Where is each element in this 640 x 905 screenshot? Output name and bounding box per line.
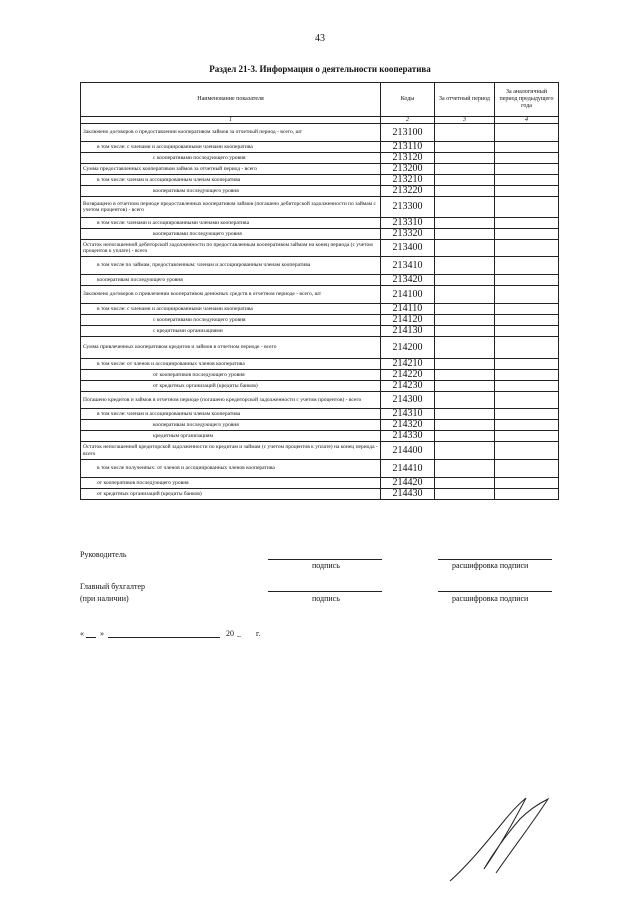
previous-period-cell[interactable] (495, 489, 559, 500)
table-row (81, 286, 559, 304)
previous-period-cell[interactable] (495, 442, 559, 460)
row-code: 214200 (381, 337, 435, 359)
current-period-cell[interactable] (435, 186, 495, 197)
previous-period-cell[interactable] (495, 197, 559, 218)
current-period-cell[interactable] (435, 240, 495, 257)
row-name: в том числе: с членами и ассоциированными членами кооператива (81, 142, 381, 153)
table-row (81, 124, 559, 142)
head-signature-line (268, 559, 382, 560)
current-period-cell[interactable] (435, 409, 495, 420)
table-row (81, 304, 559, 315)
current-period-cell[interactable] (435, 442, 495, 460)
chief-signature-caption: подпись (312, 594, 340, 603)
previous-period-cell[interactable] (495, 392, 559, 409)
previous-period-cell[interactable] (495, 460, 559, 478)
date-year-blank: _ (237, 629, 241, 638)
row-code: 213210 (381, 175, 435, 186)
row-name: кооперативам последующего уровня (81, 275, 381, 286)
row-name: в том числе: членам и ассоциированным членам кооператива (81, 409, 381, 420)
row-code: 213410 (381, 257, 435, 275)
header-previous-period: За аналогичный период предыдущего года (495, 83, 559, 117)
previous-period-cell[interactable] (495, 381, 559, 392)
current-period-cell[interactable] (435, 489, 495, 500)
current-period-cell[interactable] (435, 153, 495, 164)
previous-period-cell[interactable] (495, 240, 559, 257)
previous-period-cell[interactable] (495, 286, 559, 304)
table-row (81, 186, 559, 197)
table-row (81, 240, 559, 257)
previous-period-cell[interactable] (495, 326, 559, 337)
row-name: Возвращено в отчетном периоде предоставленных кооперативом займов (погашено дебиторской задолженности по займам с учетом процентов) - всего (81, 197, 381, 218)
current-period-cell[interactable] (435, 304, 495, 315)
table-row (81, 409, 559, 420)
row-code: 214220 (381, 370, 435, 381)
row-code: 213420 (381, 275, 435, 286)
table-row (81, 326, 559, 337)
table-row (81, 359, 559, 370)
current-period-cell[interactable] (435, 381, 495, 392)
table-row (81, 478, 559, 489)
current-period-cell[interactable] (435, 142, 495, 153)
current-period-cell[interactable] (435, 420, 495, 431)
row-name: Заключено договоров о предоставлении кооперативом займов за отчетный период - всего, шт (81, 124, 381, 142)
head-decode-line (438, 559, 552, 560)
column-number: 1 (81, 117, 381, 124)
row-code: 213300 (381, 197, 435, 218)
header-code: Коды (381, 83, 435, 117)
row-code: 213400 (381, 240, 435, 257)
column-number: 4 (495, 117, 559, 124)
row-code: 213220 (381, 186, 435, 197)
current-period-cell[interactable] (435, 315, 495, 326)
previous-period-cell[interactable] (495, 142, 559, 153)
row-name: Сумма привлеченных кооперативом кредитов и займов в отчетном периоде - всего (81, 337, 381, 359)
table-row (81, 153, 559, 164)
table-row (81, 337, 559, 359)
table-body (81, 124, 559, 500)
row-code: 214210 (381, 359, 435, 370)
current-period-cell[interactable] (435, 326, 495, 337)
section-title: Раздел 21-3. Информация о деятельности кооператива (209, 64, 431, 74)
previous-period-cell[interactable] (495, 275, 559, 286)
row-code: 214430 (381, 489, 435, 500)
previous-period-cell[interactable] (495, 315, 559, 326)
chief-signature-line (268, 591, 382, 592)
current-period-cell[interactable] (435, 431, 495, 442)
row-code: 214110 (381, 304, 435, 315)
row-code: 214300 (381, 392, 435, 409)
row-name: с кооперативами последующего уровня (81, 315, 381, 326)
table-header-row (81, 83, 559, 117)
previous-period-cell[interactable] (495, 431, 559, 442)
head-label: Руководитель (80, 550, 127, 559)
row-name: в том числе по займам, предоставленным: членам и ассоциированным членам кооператива (81, 257, 381, 275)
row-name: Погашено кредитов и займов в отчетном периоде (погашено кредиторской задолженности с учетом процентов) - всего (81, 392, 381, 409)
current-period-cell[interactable] (435, 337, 495, 359)
table-row (81, 489, 559, 500)
row-code: 213320 (381, 229, 435, 240)
previous-period-cell[interactable] (495, 359, 559, 370)
previous-period-cell[interactable] (495, 257, 559, 275)
row-code: 213110 (381, 142, 435, 153)
row-name: Остаток непогашенной кредиторской задолженности по кредитам и займам (с учетом процентов к уплате) на конец периода - всего (81, 442, 381, 460)
column-number: 2 (381, 117, 435, 124)
table-row (81, 197, 559, 218)
row-name: Заключено договоров о привлечении кооперативом денежных средств в отчетном периоде - всего, шт (81, 286, 381, 304)
current-period-cell[interactable] (435, 286, 495, 304)
row-name: с кооперативами последующего уровня (81, 153, 381, 164)
previous-period-cell[interactable] (495, 409, 559, 420)
row-code: 214330 (381, 431, 435, 442)
row-code: 214310 (381, 409, 435, 420)
row-name: от кооперативов последующего уровня (81, 478, 381, 489)
table-row (81, 164, 559, 175)
row-name: кооперативам последующего уровня (81, 186, 381, 197)
date-day-line (86, 637, 96, 638)
previous-period-cell[interactable] (495, 175, 559, 186)
date-year-prefix: 20 (226, 629, 234, 638)
page-number: 43 (315, 33, 325, 44)
previous-period-cell[interactable] (495, 124, 559, 142)
table-row (81, 229, 559, 240)
date-open-quote: « (80, 629, 84, 638)
row-code: 214230 (381, 381, 435, 392)
table-row (81, 142, 559, 153)
previous-period-cell[interactable] (495, 186, 559, 197)
row-code: 214120 (381, 315, 435, 326)
date-month-line (108, 637, 220, 638)
row-code: 213120 (381, 153, 435, 164)
header-name: Наименование показателя (81, 83, 381, 117)
row-name: кооперативам последующего уровня (81, 420, 381, 431)
row-code: 214130 (381, 326, 435, 337)
current-period-cell[interactable] (435, 164, 495, 175)
table-row (81, 257, 559, 275)
table-row (81, 381, 559, 392)
row-name: в том числе: членам и ассоциированным членам кооператива (81, 175, 381, 186)
column-number-row (81, 117, 559, 124)
current-period-cell[interactable] (435, 218, 495, 229)
current-period-cell[interactable] (435, 124, 495, 142)
table-row (81, 218, 559, 229)
previous-period-cell[interactable] (495, 370, 559, 381)
row-code: 214100 (381, 286, 435, 304)
row-name: кооперативами последующего уровня (81, 229, 381, 240)
handwritten-signature-mark (448, 795, 558, 885)
table-row (81, 392, 559, 409)
row-code: 214420 (381, 478, 435, 489)
row-name: с кредитными организациями (81, 326, 381, 337)
table-row (81, 431, 559, 442)
row-name: в том числе: от членов и ассоциированных членов кооператива (81, 359, 381, 370)
head-decode-caption: расшифровка подписи (452, 561, 529, 570)
row-name: от кооперативов последующего уровня (81, 370, 381, 381)
current-period-cell[interactable] (435, 197, 495, 218)
previous-period-cell[interactable] (495, 218, 559, 229)
date-year-suffix: г. (256, 629, 261, 638)
chief-decode-caption: расшифровка подписи (452, 594, 529, 603)
chief-accountant-note: (при наличии) (80, 594, 129, 603)
row-name: от кредитных организаций (кредиты банков) (81, 489, 381, 500)
table-row (81, 420, 559, 431)
current-period-cell[interactable] (435, 275, 495, 286)
chief-decode-line (438, 591, 552, 592)
table-row (81, 460, 559, 478)
row-code: 213200 (381, 164, 435, 175)
previous-period-cell[interactable] (495, 164, 559, 175)
previous-period-cell[interactable] (495, 420, 559, 431)
row-name: Остаток непогашенной дебиторской задолженности по предоставленным кооперативом займам на конец периода (с учетом процентов к уплате) - всего (81, 240, 381, 257)
current-period-cell[interactable] (435, 392, 495, 409)
previous-period-cell[interactable] (495, 229, 559, 240)
current-period-cell[interactable] (435, 359, 495, 370)
previous-period-cell[interactable] (495, 304, 559, 315)
previous-period-cell[interactable] (495, 337, 559, 359)
row-name: в том числе полученных: от членов и ассоциированных членов кооператива (81, 460, 381, 478)
table-row (81, 175, 559, 186)
table-row (81, 275, 559, 286)
current-period-cell[interactable] (435, 229, 495, 240)
current-period-cell[interactable] (435, 257, 495, 275)
row-code: 214400 (381, 442, 435, 460)
current-period-cell[interactable] (435, 460, 495, 478)
previous-period-cell[interactable] (495, 153, 559, 164)
previous-period-cell[interactable] (495, 478, 559, 489)
table-row (81, 315, 559, 326)
table-row (81, 442, 559, 460)
head-signature-caption: подпись (312, 561, 340, 570)
row-name: от кредитных организаций (кредиты банков) (81, 381, 381, 392)
header-current-period: За отчетный период (435, 83, 495, 117)
column-number: 3 (435, 117, 495, 124)
report-table (80, 82, 559, 500)
row-code: 214320 (381, 420, 435, 431)
row-name: в том числе: членами и ассоциированными членами кооператива (81, 218, 381, 229)
row-code: 213100 (381, 124, 435, 142)
current-period-cell[interactable] (435, 478, 495, 489)
chief-accountant-label: Главный бухгалтер (80, 582, 145, 591)
row-code: 214410 (381, 460, 435, 478)
table-row (81, 370, 559, 381)
row-code: 213310 (381, 218, 435, 229)
current-period-cell[interactable] (435, 175, 495, 186)
row-name: Сумма предоставленных кооперативом займов за отчетный период - всего (81, 164, 381, 175)
current-period-cell[interactable] (435, 370, 495, 381)
row-name: в том числе: с членами и ассоциированными членами кооператива (81, 304, 381, 315)
date-close-quote: » (100, 629, 104, 638)
row-name: кредитным организациям (81, 431, 381, 442)
